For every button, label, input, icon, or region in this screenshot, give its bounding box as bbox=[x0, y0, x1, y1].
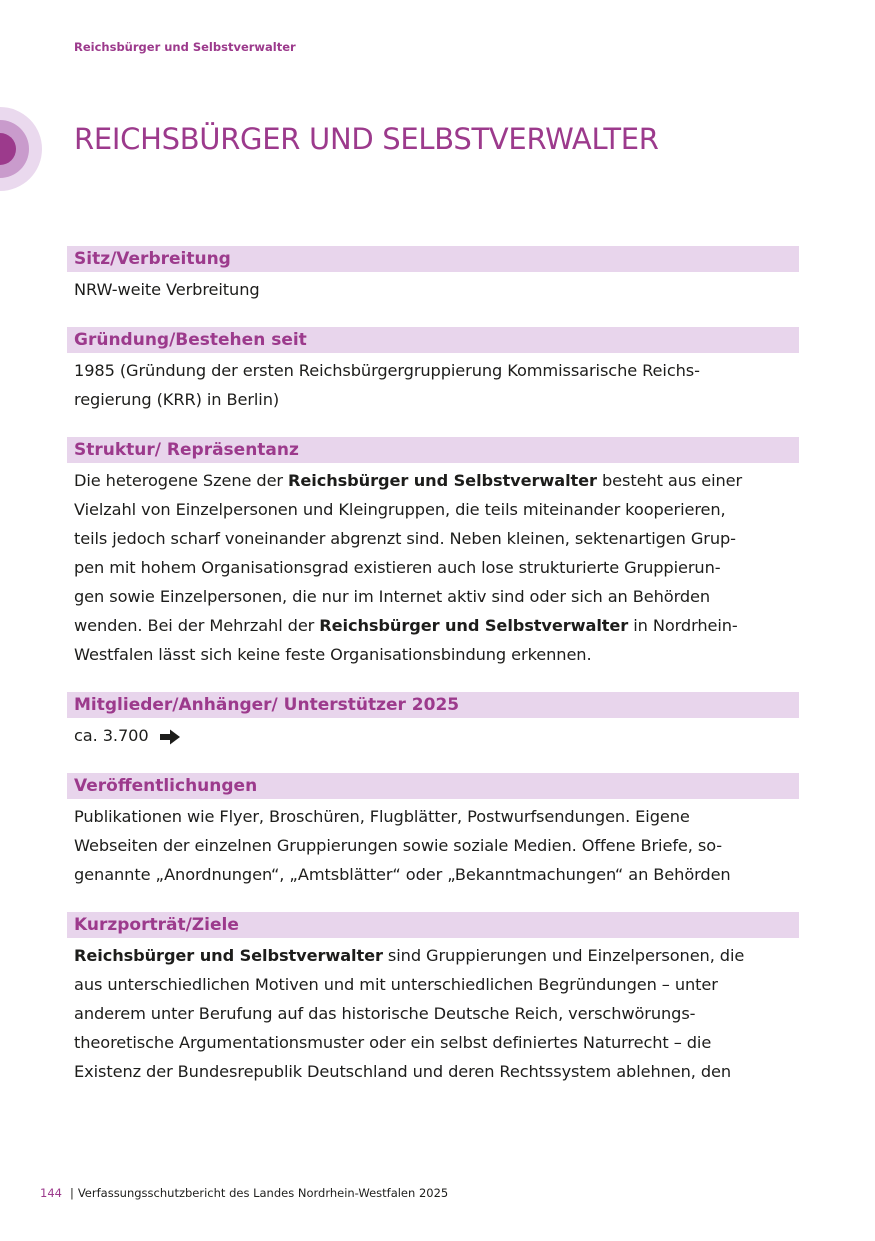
page-footer bbox=[40, 1186, 448, 1200]
text-run: Webseiten der einzelnen Gruppierungen sowie soziale Medien. Offene Briefe, so- bbox=[74, 836, 723, 855]
text-run: besteht aus einer bbox=[596, 471, 743, 490]
text-line bbox=[74, 941, 799, 970]
text-line bbox=[74, 611, 799, 640]
bold-term: Reichsbürger und Selbstverwalter bbox=[74, 946, 383, 965]
text-run: 1985 (Gründung der ersten Reichsbürgergruppierung Kommissarische Reichs- bbox=[74, 361, 700, 380]
text-line bbox=[74, 999, 799, 1028]
text-run: genannte „Anordnungen“, „Amtsblätter“ oder „Bekanntmachungen“ an Behörden bbox=[74, 865, 731, 884]
text-run: anderem unter Berufung auf das historische Deutsche Reich, verschwörungs- bbox=[74, 1004, 696, 1023]
footer-text: Verfassungsschutzbericht des Landes Nordrhein-Westfalen 2025 bbox=[77, 1186, 449, 1200]
text-run: ca. 3.700 bbox=[74, 726, 149, 745]
text-line bbox=[74, 831, 799, 860]
page-title: REICHSBÜRGER UND SELBSTVERWALTER bbox=[74, 122, 659, 156]
section bbox=[67, 246, 799, 304]
text-line bbox=[74, 860, 799, 889]
text-run: regierung (KRR) in Berlin) bbox=[74, 390, 280, 409]
concentric-circles-decoration bbox=[0, 107, 42, 191]
section bbox=[67, 327, 799, 414]
text-line bbox=[74, 640, 799, 669]
section-heading: Mitglieder/Anhänger/ Unterstützer 2025 bbox=[67, 692, 799, 718]
text-run: Westfalen lässt sich keine feste Organisationsbindung erkennen. bbox=[74, 645, 592, 664]
section-text bbox=[67, 721, 799, 750]
text-run: in Nordrhein- bbox=[628, 616, 738, 635]
text-line bbox=[74, 1028, 799, 1057]
text-run: pen mit hohem Organisationsgrad existieren auch lose strukturierte Gruppierun- bbox=[74, 558, 721, 577]
bold-term: Reichsbürger und Selbstverwalter bbox=[319, 616, 629, 635]
text-line bbox=[74, 721, 799, 750]
text-line bbox=[74, 356, 799, 385]
text-run: aus unterschiedlichen Motiven und mit unterschiedlichen Begründungen – unter bbox=[74, 975, 718, 994]
text-line bbox=[74, 802, 799, 831]
footer-separator: | bbox=[69, 1186, 74, 1200]
text-run: NRW-weite Verbreitung bbox=[74, 280, 260, 299]
text-run: theoretische Argumentationsmuster oder ein selbst definiertes Naturrecht – die bbox=[74, 1033, 712, 1052]
section-heading: Kurzporträt/Ziele bbox=[67, 912, 799, 938]
section bbox=[67, 773, 799, 889]
text-line bbox=[74, 275, 799, 304]
section-heading: Veröffentlichungen bbox=[67, 773, 799, 799]
text-run: teils jedoch scharf voneinander abgrenzt sind. Neben kleinen, sektenartigen Grup- bbox=[74, 529, 736, 548]
text-line bbox=[74, 970, 799, 999]
running-head: Reichsbürger und Selbstverwalter bbox=[74, 40, 296, 54]
text-line bbox=[74, 385, 799, 414]
text-line bbox=[74, 495, 799, 524]
text-line bbox=[74, 1057, 799, 1086]
section-heading: Struktur/ Repräsentanz bbox=[67, 437, 799, 463]
text-line bbox=[74, 582, 799, 611]
text-run: Die heterogene Szene der bbox=[74, 471, 289, 490]
text-run: sind Gruppierungen und Einzelpersonen, die bbox=[382, 946, 745, 965]
text-run: Existenz der Bundesrepublik Deutschland und deren Rechtssystem ablehnen, den bbox=[74, 1062, 732, 1081]
section-text bbox=[67, 466, 799, 669]
text-line bbox=[74, 553, 799, 582]
text-run: Vielzahl von Einzelpersonen und Kleingruppen, die teils miteinander kooperieren, bbox=[74, 500, 726, 519]
text-line bbox=[74, 466, 799, 495]
text-run: wenden. Bei der Mehrzahl der bbox=[74, 616, 320, 635]
section-text bbox=[67, 275, 799, 304]
text-run: gen sowie Einzelpersonen, die nur im Internet aktiv sind oder sich an Behörden bbox=[74, 587, 711, 606]
section bbox=[67, 437, 799, 669]
page-number: 144 bbox=[40, 1186, 62, 1200]
section-heading: Sitz/Verbreitung bbox=[67, 246, 799, 272]
text-line bbox=[74, 524, 799, 553]
profile-sections bbox=[67, 246, 799, 1109]
section bbox=[67, 912, 799, 1086]
right-arrow-icon bbox=[159, 729, 181, 745]
text-run: Publikationen wie Flyer, Broschüren, Flugblätter, Postwurfsendungen. Eigene bbox=[74, 807, 690, 826]
section-text bbox=[67, 941, 799, 1086]
section-text bbox=[67, 356, 799, 414]
bold-term: Reichsbürger und Selbstverwalter bbox=[288, 471, 597, 490]
section-heading: Gründung/Bestehen seit bbox=[67, 327, 799, 353]
section bbox=[67, 692, 799, 750]
section-text bbox=[67, 802, 799, 889]
